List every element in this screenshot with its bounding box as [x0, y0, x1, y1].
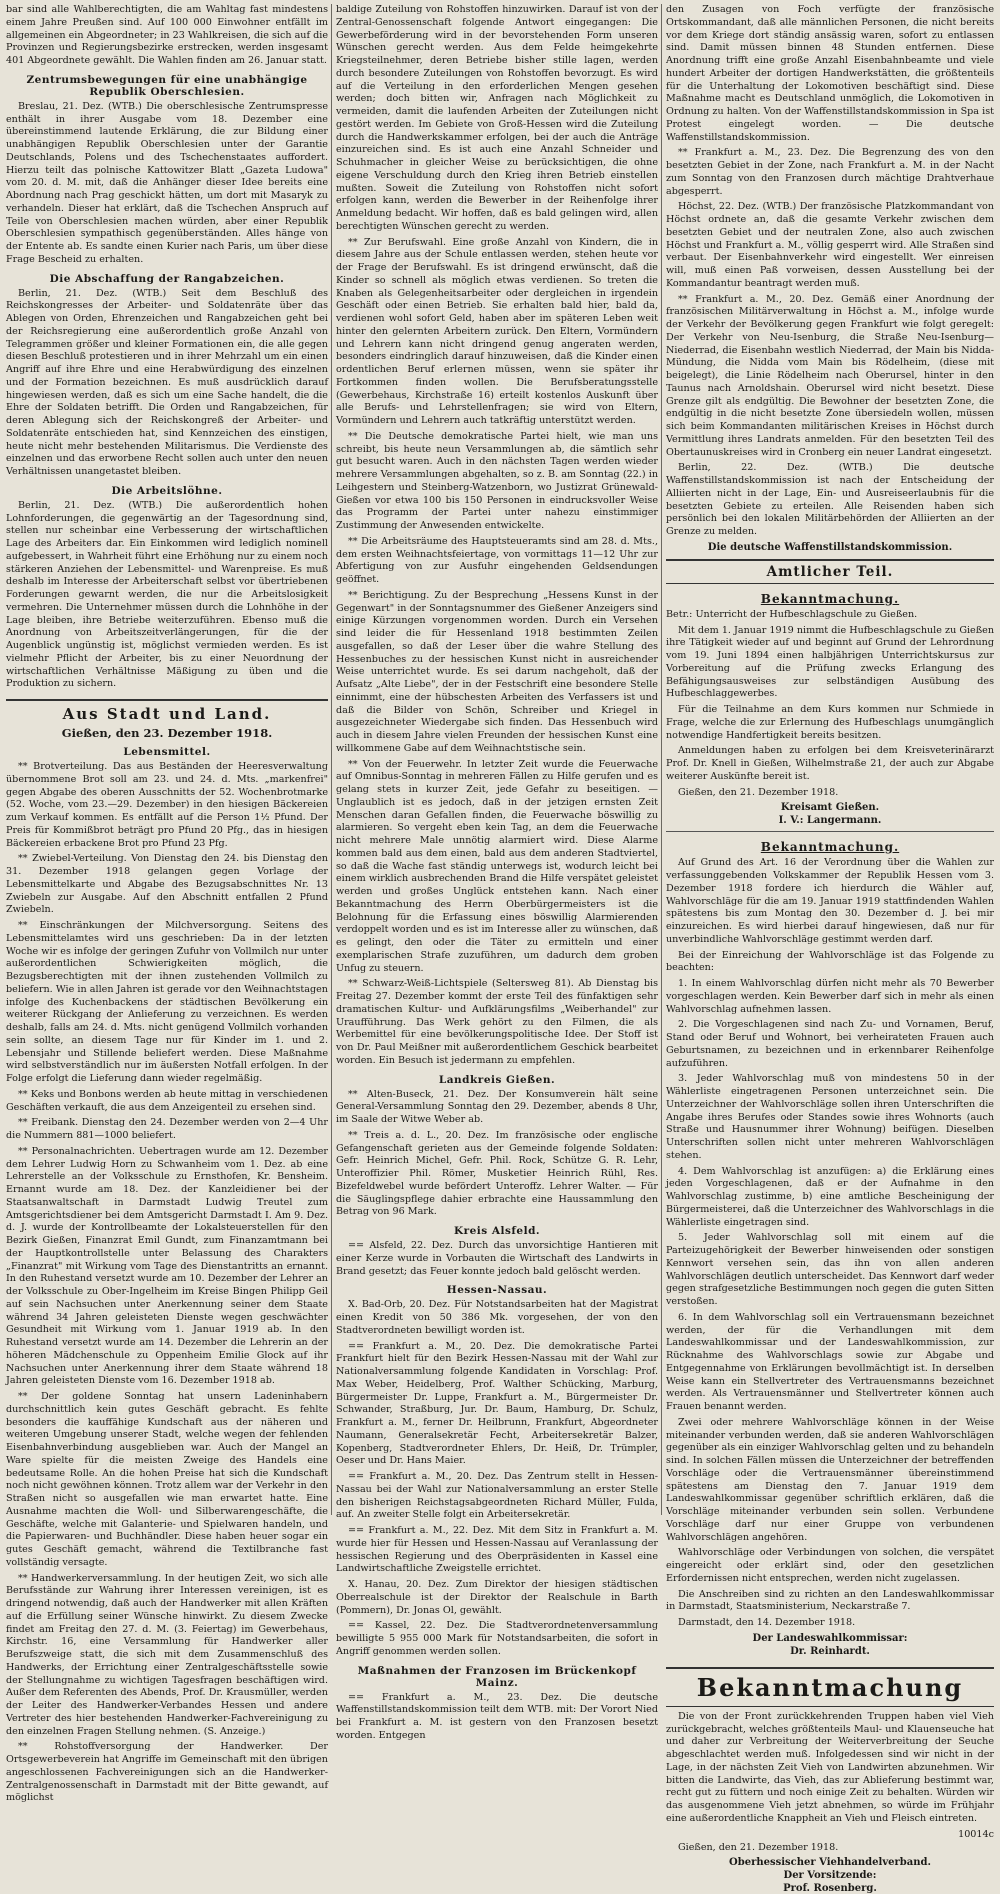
announcement-text: 1. In einem Wahlvorschlag dürfen nicht mehr als 70 Bewerber vorgeschlagen werden. Kein Bewerber darf sich in mehr als einen Wahlvorschlag aufnehmen lassen. [666, 978, 994, 1015]
divider [666, 831, 994, 832]
article-text: ** Frankfurt a. M., 23. Dez. Die Begrenzung des von den besetzten Gebiet in der Zone, nach Frankfurt a. M. in der Nacht zum Sonntag von den Franzosen durch mächtige Drahtverhaue abgesperrt. [666, 147, 994, 197]
column-3 [666, 4, 994, 1894]
section-heading: Aus Stadt und Land. [6, 699, 328, 723]
announcement-text: Die Anschreiben sind zu richten an den Landeswahlkommissar in Darmstadt, Staatsministerium, Neckarstraße 7. [666, 1588, 994, 1613]
announcement-text: Bei der Einreichung der Wahlvorschläge ist das Folgende zu beachten: [666, 949, 994, 974]
signature-line: Prof. Rosenberg. [783, 1883, 877, 1894]
article-text: ** Berichtigung. Zu der Besprechung „Hessens Kunst in der Gegenwart" in der Sonntagsnummer des Gießener Anzeigers sind einige Kürzungen vorgenommen worden. Durch ein Versehen sind leider die für Hessenland 1918 bestimmten Zeilen ausgefallen, so daß der Leser über die wahre Stellung des Hessenbuches zu der hessischen Kunst nicht in ausreichender Weise unterrichtet wurde. Es sei darum nachgeholt, daß der Aufsatz „Alte Liebe", der in der Festschrift eine besondere Stelle einnimmt, eine der hübschesten Arbeiten des Verfassers ist und daß die Bilder von Schön, Schreiber und Kriegel in ausgezeichneter Wiedergabe sich finden. Das Hessenbuch wird auch in diesem Jahre vielen Freunden der hessischen Kunst eine willkommene Gabe auf dem Weihnachtstische sein. [336, 589, 658, 754]
announcement-date: Gießen, den 21. Dezember 1918. [678, 1841, 839, 1853]
article-text: ** Rohstoffversorgung der Handwerker. Der Ortsgewerbeverein hat Angriffe im Gemeinschaft mit den übrigen angeschlossenen Fachvereinigungen sich an die Handwerker-Zentralgenossenschaft in Darmstadt mit der Bitte gewandt, auf möglichst [6, 1741, 328, 1804]
article-text: == Frankfurt a. M., 23. Dez. Die deutsche Waffenstillstandskommission teilt dem WTB. mit: Der Vorort Nied bei Frankfurt a. M. ist gestern von den Franzosen besetzt worden. Entgegen [336, 1691, 658, 1741]
article-text: ** Schwarz-Weiß-Lichtspiele (Seltersweg 81). Ab Dienstag bis Freitag 27. Dezember kommt der erste Teil des fünfaktigen sehr dramatischen Kultur- und Aufklärungsfilms „Weiberhandel" zur Uraufführung. Das Werk gehört zu den Filmen, die als Werbemittel für eine bevölkerungspolitische Idee. Der Stoff ist von Dr. Paul Meißner mit außerordentlichem Geschick bearbeitet worden. Ein Besuch ist jedermann zu empfehlen. [336, 978, 658, 1066]
article-text: == Frankfurt a. M., 20. Dez. Die demokratische Partei Frankfurt hielt für den Bezirk Hessen-Nassau mit der Wahl zur Nationalversammlung folgende Kandidaten in Vorschlag: Prof. Max Weber, Heidelberg, Prof. Walther Schücking, Marburg, Bürgermeister Dr. Luppe, Frankfurt a. M., Bürgermeister Dr. Schwander, Straßburg, Jur. Dr. Baum, Hamburg, Dr. Schulz, Frankfurt a. M., ferner Dr. Heilbrunn, Frankfurt, Abgeordneter Naumann, Generalsekretär Fecht, Arbeitersekretär Balzer, Kopenberg, Stadtverordneter Ehlers, Dr. Heiß, Dr. Trümpler, Oeser und Dr. Hans Maier. [336, 1340, 658, 1467]
announcement-text: Zwei oder mehrere Wahlvorschläge können in der Weise miteinander verbunden werden, daß sie anderen Wahlvorschlägen gegenüber als ein einziger Wahlvorschlag gelten und zu behandeln sind. In solchen Fällen müssen die Unterzeichner der betreffenden Vorschläge oder die Vertrauensmänner übereinstimmend spätestens am Dienstag den 7. Januar 1919 dem Landeswahlkommissar gegenüber schriftlich erklären, daß die Vorschläge miteinander verbunden sein sollen. Verbundene Vorschläge darf nur einer Gruppe von verbundenen Wahlvorschlägen angehören. [666, 1416, 994, 1543]
article-text: ** Personalnachrichten. Uebertragen wurde am 12. Dezember dem Lehrer Ludwig Horn zu Schwanheim vom 1. Dez. ab eine Lehrerstelle an der Volksschule zu Ernsthofen, Kr. Bensheim. Ernannt wurde am 18. Dez. der Kanzleidiener bei der Staatsanwaltschaft in Darmstadt Ludwig Treutel zum Amtsgerichtsdiener bei dem Amtsgericht Darmstadt I. Am 9. Dez. d. J. wurde der Kontrollbeamte der Lokalsteuerstellen für den Bezirk Gießen, Finanzrat Emil Gundt, zum Finanzamtmann bei der Hauptkontrollstelle unter Belassung des Charakters „Finanzrat" mit Wirkung vom Tage des Dienstantritts an ernannt. In den Ruhestand versetzt wurde am 10. Dezember der Lehrer an der Volksschule zu Ober-Ingelheim im Kreise Bingen Philipp Geil auf sein Nachsuchen unter Anerkennung seiner dem Staate während 34 Jahren geleisteten Dienste wegen geschwächter Gesundheit mit Wirkung vom 1. Januar 1919 ab. In den Ruhestand versetzt wurde am 14. Dezember die Lehrerin an der höheren Mädchenschule zu Oppenheim Emilie Glock auf ihr Nachsuchen unter Anerkennung ihrer dem Staate während 18 Jahren geleisteten Dienste vom 16. Dezember 1918 ab. [6, 1145, 328, 1387]
article-text: Höchst, 22. Dez. (WTB.) Der französische Platzkommandant von Höchst ordnete an, daß die gesamte Verkehr zwischen dem besetzten Gebiet und der neutralen Zone, also auch zwischen Höchst und Frankfurt a. M., völlig gesperrt wird. Alle Straßen sind verbaut. Der Eisenbahnverkehr wird eingestellt. Wer einreisen will, muß einen Paß vorweisen, dessen Ausstellung bei der Kommandantur beantragt werden muß. [666, 201, 994, 289]
article-text: ** Alten-Buseck, 21. Dez. Der Konsumverein hält seine General-Versammlung Sonntag den 29. Dezember, abends 8 Uhr, im Saale der Witwe Weber ab. [336, 1088, 658, 1125]
article-text: ** Die Deutsche demokratische Partei hielt, wie man uns schreibt, bis heute neun Versammlungen ab, die sämtlich sehr gut besucht waren. Auch in den nächsten Tagen werden wieder mehrere Versammlungen abgehalten, so z. B. am Sonntag (22.) in Leihgestern und Steinberg-Watzenborn, wo Justizrat Grünewald-Gießen vor etwa 100 bis 150 Personen in eindrucksvoller Weise das Programm der Partei unter nahezu einstimmiger Zustimmung der Anwesenden entwickelte. [336, 430, 658, 531]
article-text: Berlin, 21. Dez. (WTB.) Seit dem Beschluß des Reichskongresses der Arbeiter- und Soldatenräte über das Ablegen von Orden, Ehrenzeichen und Rangabzeichen geht bei der Reichsregierung eine außerordentlich große Anzahl von Telegrammen größer und kleiner Formationen ein, die alle gegen diesen Beschluß protestieren und in ihrer Mehrzahl um ein einen Angriff auf ihre Ehre und eine Herabwürdigung des einzelnen und der Formation bezeichnen. Es muß ausdrücklich darauf hingewiesen werden, daß es sich um eine Sache handelt, die die Ehre der Soldaten betrifft. Die Orden und Rangabzeichen, für deren Ablegung sich der Reichskongreß der Arbeiter- und Soldatenräte entschieden hat, sind Kennzeichen des einstigen, heute nicht mehr bestehenden Militarismus. Die Verdienste des einzelnen und das erworbene Recht sollen auch unter den neuen Verhältnissen unangetastet bleiben. [6, 287, 328, 477]
announcement-date: Gießen, den 21. Dezember 1918. [678, 786, 839, 798]
article-text: == Frankfurt a. M., 22. Dez. Mit dem Sitz in Frankfurt a. M. wurde hier für Hessen und Hessen-Nassau auf Veranlassung der hessischen Regierung und des Oberpräsidenten in Kassel eine Landwirtschaftliche Zweigstelle errichtet. [336, 1525, 658, 1575]
article-text: X. Hanau, 20. Dez. Zum Direktor der hiesigen städtischen Oberrealschule ist der Direktor der Realschule in Barth (Pommern), Dr. Jonas Ol, gewählt. [336, 1579, 658, 1616]
article-text: Berlin, 21. Dez. (WTB.) Die außerordentlich hohen Lohnforderungen, die gegenwärtig an der Tagesordnung sind, stellen nur scheinbar eine Verbesserung der wirtschaftlichen Lage des Arbeiters dar. Ein Einkommen wird lediglich nominell aufgebessert, in Wahrheit führt eine Erhöhung nur zu einem noch stärkeren Anziehen der Lebensmittel- und Warenpreise. Es muß deshalb im Interesse der Arbeiterschaft selbst vor übertriebenen Forderungen gewarnt werden, die nur die Arbeitslosigkeit vermehren. Die Unternehmer müssen durch die Lohnhöhe in der Lage bleiben, ihre Betriebe weiterzuführen. Ebenso muß die Anordnung von Arbeitszeitverlängerungen, für die der Augenblick ungünstig ist, möglichst vermieden werden. Es ist vielmehr Pflicht der Arbeiter, bis zu einer Neuordnung der wirtschaftlichen Verhältnisse Mäßigung zu üben und die Produktion zu sichern. [6, 499, 328, 690]
article-text: == Frankfurt a. M., 20. Dez. Das Zentrum stellt in Hessen-Nassau bei der Wahl zur Nationalversammlung an erster Stelle den bisherigen Reichstagsabgeordneten Richard Müller, Fulda, auf. An zweiter Stelle folgt ein Arbeitersekretär. [336, 1471, 658, 1521]
article-text: ** Frankfurt a. M., 20. Dez. Gemäß einer Anordnung der französischen Militärverwaltung in Höchst a. M., infolge wurde der Verkehr der Bevölkerung gegen Frankfurt wie folgt geregelt: Der Verkehr von Neu-Isenburg, die Straße Neu-Isenburg—Niederrad, die Eisenbahn westlich Niederrad, der Main bis Nidda-Mündung, die Nidda vom Main bis Rödelheim, (diese mit beigelegt), die Linie Rödelheim nach Oberursel, hinter in den Taunus nach Arnoldshain. Oberursel wird nicht besetzt. Diese Grenze gilt als endgültig. Die Bewohner der besetzten Zone, die endgültig in die nicht besetzte Zone übersiedeln wollen, müssen sich beim Kommandanten militärischen Kreises in Höchst durch Vermittlung ihres Landrats anmelden. Für den besetzten Teil des Obertaunuskreises wird in Cronberg ein neuer Landrat eingesetzt. [666, 293, 994, 458]
article-heading: Hessen-Nassau. [446, 1284, 548, 1297]
article-heading: Landkreis Gießen. [438, 1073, 556, 1086]
article-text: ** Die Arbeitsräume des Hauptsteueramts sind am 28. d. Mts., dem ersten Weihnachtsfeiertage, von vormittags 11—12 Uhr zur Abfertigung von zur Ausfuhr eingehenden Geldsendungen geöffnet. [336, 535, 658, 585]
article-text: ** Einschränkungen der Milchversorgung. Seitens des Lebensmittelamtes wird uns geschrieben: Da in der letzten Woche wir es infolge der geringen Zufuhr von Vollmilch nur unter außerordentlichen Schwierigkeiten möglich, die Bezugsberechtigten mit der ihnen zustehenden Vollmilch zu beliefern. Wie in allen Jahren ist gerade vor den Weihnachtstagen infolge des Kuchenbackens der städtischen Bevölkerung ein weiterer Rückgang der Anlieferung zu verzeichnen. Es werden deshalb, falls am 24. d. Mts. nicht genügend Vollmilch vorhanden sein sollte, an diesem Tage nur für Kinder im 1. und 2. Lebensjahr und Stillende beliefert werden. Diese Maßnahme wird selbstverständlich nur im äußersten Notfall erfolgen. In der Folge erfolgt die Lieferung dann wieder regelmäßig. [6, 920, 328, 1084]
article-heading: Zentrumsbewegungen für eine unabhängige Republik Oberschlesien. [26, 73, 308, 98]
signature-line: Der Vorsitzende: [783, 1870, 877, 1882]
article-text: den Zusagen von Foch verfügte der französische Ortskommandant, daß alle männlichen Personen, die nicht bereits vor dem Kriege dort ständig ansässig waren, sofort zu entlassen sind. Damit müssen binnen 48 Stunden entfernen. Diese Anordnung trifft eine große Anzahl Eisenbahnbeamte und viele hundert Arbeiter der dortigen Handwerkstätten, die größtenteils für die Unterhaltung der Lokomotiven beschäftigt sind. Diese Maßnahme macht es Deutschland unmöglich, die Lokomotiven in Ordnung zu halten. Von der Waffenstillstandskommission in Spa ist Protest eingelegt worden. — Die deutsche Waffenstillstandskommission. [666, 4, 994, 143]
announcement-title-large: Bekanntmachung [666, 1667, 994, 1707]
article-text: ** Treis a. d. L., 20. Dez. Im französische oder englische Gefangenschaft gerieten aus der Gemeinde folgende Soldaten: Gefr. Heinrich Michel, Gefr. Phil. Rock, Schütze G. R. Lehr, Unteroffizier Phil. Römer, Musketier Heinrich Rühl, Res. Bizefeldwebel wurde befördert Unteroffz. Lehrer Walter. — Für die Säuglingspflege dahier erbrachte eine Haussammlung den Betrag von 96 Mark. [336, 1129, 658, 1218]
article-heading: Kreis Alsfeld. [453, 1225, 541, 1237]
article-text: ** Der goldene Sonntag hat unsern Ladeninhabern durchschnittlich kein gutes Geschäft gebracht. Es fehlte besonders die kauffähige Kundschaft aus der näheren und weiteren Umgebung unserer Stadt, welche wegen der fehlenden Eisenbahnverbindung ausgeblieben war. Auch der Mangel an Ware spielte für die meisten Zweige des Handels eine bedeutsame Rolle. An die hohen Preise hat sich die Kundschaft noch nicht gewöhnen können. Trotz allem war der Verkehr in den Straßen nicht so ausgefallen wie man erwartet hatte. Eine Ausnahme machten die Woll- und Silberwarengeschäfte, die Geschäfte, welche mit Galanterie- und Spielwaren handeln, und die Papierwaren- und Buchhändler. Diese haben heuer sogar ein gutes Geschäft gemacht, während die Textilbranche fast vollständig versagte. [6, 1391, 328, 1568]
article-text: == Kassel, 22. Dez. Die Stadtverordnetenversammlung bewilligte 5 955 000 Mark für Notstandsarbeiten, die sofort in Angriff genommen werden sollen. [336, 1620, 658, 1657]
article-heading: Maßnahmen der Franzosen im Brückenkopf Mainz. [357, 1664, 637, 1689]
article-text: ** Von der Feuerwehr. In letzter Zeit wurde die Feuerwache auf Omnibus-Sonntag in mehreren Fällen zu Hilfe gerufen und es gelang stets in kurzer Zeit, jede Gefahr zu beseitigen. — Unglaublich ist es jedoch, daß in der jetzigen ernsten Zeit Menschen daran Gefallen finden, die Feuerwache böswillig zu alarmieren. So vergeht eben kein Tag, an dem die Feuerwache nicht mehrere Male unnötig alarmiert wird. Diese Alarme kommen bald aus dem einen, bald aus dem anderen Stadtviertel, so daß die Wache fast ständig unterwegs ist, wodurch leicht bei einem wirklich ausbrechenden Brand die Hilfe verspätet geleistet werden und großes Unglück entstehen kann. Nach einer Bekanntmachung des Herrn Oberbürgermeisters ist die Belohnung für die Erfassung eines böswillig Alarmierenden verdoppelt worden und es ist im Interesse aller zu wünschen, daß es gelingt, den oder die Täter zu ermitteln und einer exemplarischen Strafe zuzuführen, um dadurch dem groben Unfug zu steuern. [336, 758, 658, 974]
article-text: ** Keks und Bonbons werden ab heute mittag in verschiedenen Geschäften verkauft, die aus dem Anzeigenteil zu ersehen sind. [6, 1088, 328, 1113]
announcement-date: Darmstadt, den 14. Dezember 1918. [678, 1617, 856, 1628]
ad-code: 10014c [958, 1828, 994, 1840]
announcement-text: 5. Jeder Wahlvorschlag soll mit einem auf die Parteizugehörigkeit der Bewerber hinweisenden oder sonstigen Kennwort versehen sein, das ihn von allen anderen Wahlvorschlägen deutlich unterscheidet. Das Kennwort darf weder gegen strafgesetzliche Bestimmungen noch gegen die guten Sitten verstoßen. [666, 1232, 994, 1307]
article-heading: Die Abschaffung der Rangabzeichen. [49, 272, 285, 285]
signature-line: Oberhessischer Viehhandelverband. [729, 1857, 931, 1869]
signature-line: Kreisamt Gießen. [780, 802, 880, 814]
announcement-text: Auf Grund des Art. 16 der Verordnung über die Wahlen zur verfassunggebenden Volkskammer der Republik Hessen vom 3. Dezember 1918 fordere ich hierdurch die Wähler auf, Wahlvorschläge für die am 19. Januar 1919 stattfindenden Wahlen spätestens bis zum Montag den 30. Dezember d. J. bei mir einzureichen. Es wird hierbei darauf hingewiesen, daß nur für unverbindliche Wahlvorschläge gestimmt werden darf. [666, 857, 994, 945]
article-text: baldige Zuteilung von Rohstoffen hinzuwirken. Darauf ist von der Zentral-Genossenschaft folgende Antwort eingegangen: Die Gewerbeförderung wird in der bevorstehenden Form unseren Wünschen gerecht werden. Aus dem Felde heimgekehrte Kriegsteilnehmer, deren Betriebe bisher stille lagen, werden durch besondere Zuteilungen von Rohstoffen bevorzugt. Es wird auf die Verteilung in den erforderlichen Mengen gesehen werden; doch bitten wir, Anfragen nach Möglichkeit zu vermeiden, damit die laufenden Arbeiten der Zuteilungen nicht gestört werden. Im Gebiete von Groß-Hessen wird die Zuteilung durch die Handwerkskammer erfolgen, bei der auch die Anträge einzureichen sind. Es ist auch eine Anzahl Schneider und Schuhmacher in gleicher Weise zu berücksichtigen, die ohne eigene Verschuldung durch den Krieg ihren Betrieb einstellen mußten. Soweit die Zuteilung von Rohstoffen nicht sofort erfolgen kann, werden die Bewerber in der Reihenfolge ihrer Anmeldung bedacht. Wir hoffen, daß es bald gelingen wird, allen berechtigten Wünschen gerecht zu werden. [336, 4, 658, 232]
article-text: Berlin, 22. Dez. (WTB.) Die deutsche Waffenstillstandskommission ist nach der Entscheidung der Alliierten nicht in der Lage, Ein- und Ausreiseerlaubnis für die besetzten Gebiete zu erteilen. Alle Reisenden haben sich persönlich bei den lokalen Militärbehörden der Alliierten an der Grenze zu melden. [666, 462, 994, 537]
article-heading: Die Arbeitslöhne. [111, 484, 223, 497]
signature-line: Der Landeswahlkommissar: [752, 1632, 908, 1644]
article-text: ** Handwerkerversammlung. In der heutigen Zeit, wo sich alle Berufsstände zur Wahrung ihrer Interessen vereinigen, ist es dringend notwendig, daß auch der Handwerker mit allen Kräften auf die Erfüllung seiner Wünsche hinwirkt. Zu diesem Zwecke findet am Freitag den 27. d. M. (3. Feiertag) im Gewerbehaus, Kirchstr. 16, eine Versammlung für Handwerker aller Berufszweige statt, die sich mit dem Zusammenschluß des Handwerks, der Errichtung einer Zentralgeschäftsstelle sowie der Stellungnahme zu wichtigen Tagesfragen beschäftigen wird. Außer dem Referenten des Abends, Prof. Dr. Krausmüller, werden der Leiter des Handwerker-Verbandes Hessen und andere Vertreter des hier bestehenden Handwerker-Fachvereinigung zu den einzelnen Fragen Stellung nehmen. (S. Anzeige.) [6, 1572, 328, 1737]
announcement-title: Bekanntmachung. [760, 840, 900, 855]
announcement-text: Mit dem 1. Januar 1919 nimmt die Hufbeschlagschule zu Gießen ihre Tätigkeit wieder auf und beginnt auf Grund der Lehrordnung vom 19. Juni 1894 einen halbjährigen Unterrichtskursus zur Vorbereitung auf die Prüfung zwecks Erlangung des Befähigungsausweises zur selbständigen Ausübung des Hufbeschlaggewerbes. [666, 624, 994, 700]
announcement-text: Für die Teilnahme an dem Kurs kommen nur Schmiede in Frage, welche die zur Erlernung des Hufbeschlags unumgänglich notwendige Handfertigkeit bereits besitzen. [666, 704, 994, 741]
column-rule [331, 4, 332, 1515]
article-text: ** Zwiebel-Verteilung. Von Dienstag den 24. bis Dienstag den 31. Dezember 1918 gelangen gegen Vorlage der Lebensmittelkarte und Abgabe des Bezugsabschnittes Nr. 13 Zwiebeln zur Ausgabe. Auf den Abschnitt entfallen 2 Pfund Zwiebeln. [6, 853, 328, 916]
announcement-text: 3. Jeder Wahlvorschlag muß von mindestens 50 in der Wählerliste eingetragenen Personen unterzeichnet sein. Die Unterzeichner der Wahlvorschläge sollen ihren Unterschriften die Angabe ihres Berufes oder Standes sowie ihres Wohnorts (auch Straße und Hausnummer ihrer Wohnung) beifügen. Dieselben Unterschriften sollen nicht unter mehreren Wahlvorschlägen stehen. [666, 1073, 994, 1161]
announcement-title: Bekanntmachung. [760, 591, 900, 606]
announcement-text: Betr.: Unterricht der Hufbeschlagschule zu Gießen. [666, 608, 918, 620]
announcement-text: 2. Die Vorgeschlagenen sind nach Zu- und Vornamen, Beruf, Stand oder Beruf und Wohnort, bei verheirateten Frauen auch Geburtsnamen, zu bezeichnen und in erkennbarer Reihenfolge aufzuführen. [666, 1019, 994, 1069]
signature-line: I. V.: Langermann. [778, 815, 882, 827]
column-rule [661, 4, 662, 1515]
announcement-text: 6. In dem Wahlvorschlag soll ein Vertrauensmann bezeichnet werden, der für die Verhandlungen mit dem Landeswahlkommissar und der Landeswahlkommission, zur Rücknahme des Wahlvorschlags sowie zur Abgabe und Entgegennahme von Erklärungen bevollmächtigt ist. In derselben Weise kann ein Stellvertreter des Vertrauensmanns bezeichnet werden. Als Vertrauensmänner und Stellvertreter können auch Frauen benannt werden. [666, 1311, 994, 1412]
signature-line: Die deutsche Waffenstillstandskommission. [707, 541, 953, 553]
official-section-heading: Amtlicher Teil. [666, 559, 994, 584]
announcement-text: 4. Dem Wahlvorschlag ist anzufügen: a) die Erklärung eines jeden Vorgeschlagenen, daß er der Aufnahme in den Wahlvorschlag zustimme, b) eine amtliche Bescheinigung der Bürgermeisterei, daß die Unterzeichner des Wahlvorschlags in die Wählerliste eingetragen sind. [666, 1165, 994, 1228]
dateline: Gießen, den 23. Dezember 1918. [61, 726, 273, 740]
announcement-text: Anmeldungen haben zu erfolgen bei dem Kreisveterinärarzt Prof. Dr. Knell in Gießen, Wilhelmstraße 21, der auch zur Abgabe weiterer Auskünfte bereit ist. [666, 745, 994, 782]
column-1 [6, 4, 328, 1804]
article-text: X. Bad-Orb, 20. Dez. Für Notstandsarbeiten hat der Magistrat einen Kredit von 50 386 Mk. vorgesehen, der von den Stadtverordneten bewilligt worden ist. [336, 1299, 658, 1336]
article-heading: Lebensmittel. [123, 746, 211, 758]
article-text: ** Zur Berufswahl. Eine große Anzahl von Kindern, die in diesem Jahre aus der Schule entlassen werden, stehen heute vor der Frage der Berufswahl. Es ist dringend erwünscht, daß die Kinder so schnell als möglich etwas verdienen. So treten die Knaben als Gelegenheitsarbeiter oder dergleichen in irgendein Geschäft oder einen Betrieb. Sie erhalten bald hier, bald da, verdienen wohl sofort Geld, haben aber im späteren Leben weit hinter den gelernten Arbeitern zurück. Den Eltern, Vormündern und Lehrern kann nicht dringend genug angeraten werden, besonders eindringlich darauf hinzuweisen, daß die Kinder einen ordentlichen Beruf erlernen müssen, wenn sie später ihr Fortkommen finden wollen. Die Berufsberatungsstelle (Gewerbehaus, Kirchstraße 16) erteilt kostenlos Auskunft über alle Berufs- und Lehrstellenfragen; sie wird von Eltern, Vormündern und Lehrern auch tatkräftig unterstützt werden. [336, 236, 658, 426]
article-text: ** Brotverteilung. Das aus Beständen der Heeresverwaltung übernommene Brot soll am 23. und 24. d. Mts. „markenfrei" gegen Abgabe des oberen Ausschnitts der 52. Wochenbrotmarke (52. Woche, vom 23.—29. Dezember) in den hiesigen Bäckereien zum Verkauf kommen. Es entfällt auf die Person 1½ Pfund. Der Preis für Kommißbrot beträgt pro Pfund 20 Pfg., das in hiesigen Bäckereien erbackene Brot pro Pfund 23 Pfg. [6, 761, 328, 849]
signature-line: Dr. Reinhardt. [790, 1645, 870, 1657]
announcement-text: Die von der Front zurückkehrenden Truppen haben viel Vieh zurückgebracht, welches größtenteils Maul- und Klauenseuche hat und daher zur Verbreitung der Weiterverbreitung der Seuche abgeschlachtet werden muß. Infolgedessen sind wir nicht in der Lage, in der nächsten Zeit Vieh von Landwirten abzunehmen. Wir bitten die Landwirte, das Vieh, das zur Ablieferung bestimmt war, recht gut zu füttern und noch einige Zeit zu behalten. Würden wir das ausgenommene Vieh jetzt abnehmen, so würde im Frühjahr eine außerordentliche Knappheit an Vieh und Fleisch eintreten. [666, 1710, 994, 1824]
article-text: bar sind alle Wahlberechtigten, die am Wahltag fast mindestens einem Jahre Preußen sind. Auf 100 000 Einwohner entfällt im allgemeinen ein Abgeordneter; in 23 Wahlkreisen, die sich auf die Provinzen und Regierungsbezirke erstrecken, werden insgesamt 401 Abgeordnete gewählt. Die Wahlen finden am 26. Januar statt. [6, 4, 328, 66]
column-2 [336, 4, 658, 1741]
article-text: == Alsfeld, 22. Dez. Durch das unvorsichtige Hantieren mit einer Kerze wurde in Vorbauten die Wirtschaft des Landwirts in Brand gesetzt; das Feuer konnte jedoch bald gelöscht werden. [336, 1240, 658, 1277]
announcement-text: Wahlvorschläge oder Verbindungen von solchen, die verspätet eingereicht oder erklärt sind, oder den gesetzlichen Erfordernissen nicht entsprechen, werden nicht zugelassen. [666, 1547, 994, 1584]
article-text: Breslau, 21. Dez. (WTB.) Die oberschlesische Zentrumspresse enthält in ihrer Ausgabe vom 18. Dezember eine übereinstimmend lautende Erklärung, die zur Bildung einer unabhängigen Republik Oberschlesien unter der Garantie Deutschlands, Polens und des Tschechenstaates auffordert. Hierzu teilt das polnische Kattowitzer Blatt „Gazeta Ludowa" vom 20. d. M. mit, daß die Anhänger dieser Idee bereits eine Abordnung nach Prag geschickt hätten, um dort mit Masaryk zu verhandeln. Dieser hat erklärt, daß die Tschechen Anspruch auf Teile von Oberschlesien machen würden, aber einer Republik Oberschlesien sympathisch gegenüberständen. Alles hänge von der Entente ab. Es sandte einen Kurier nach Paris, um über diese Frage Bescheid zu erhalten. [6, 100, 328, 265]
article-text: ** Freibank. Dienstag den 24. Dezember werden von 2—4 Uhr die Nummern 881—1000 beliefert. [6, 1117, 328, 1141]
